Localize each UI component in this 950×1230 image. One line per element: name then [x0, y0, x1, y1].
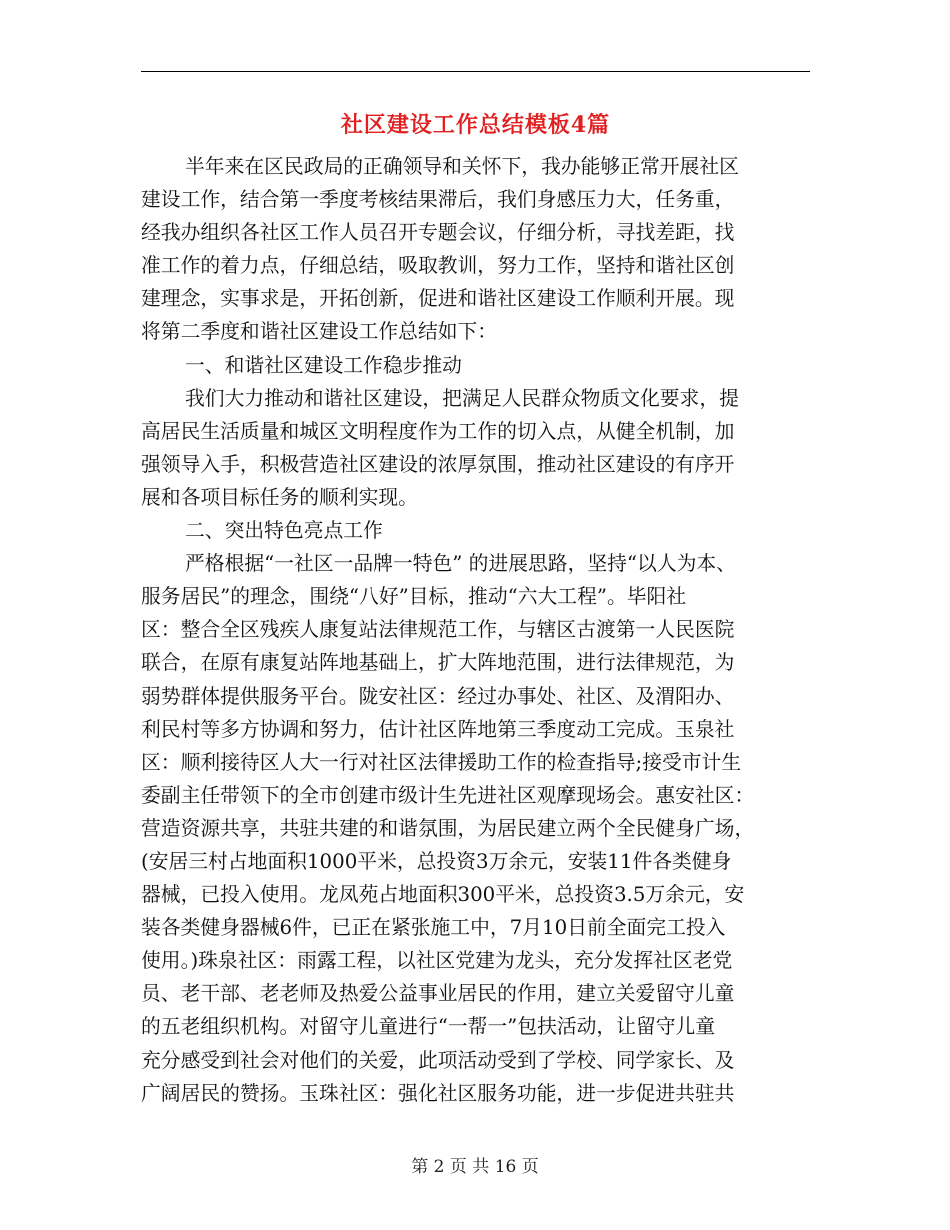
document-title: 社区建设工作总结模板4篇: [340, 112, 611, 138]
text-line: 弱势群体提供服务平台。陇安社区：经过办事处、社区、及渭阳办、: [141, 684, 735, 708]
text-line: 联合，在原有康复站阵地基础上，扩大阵地范围，进行法律规范，为: [141, 651, 735, 675]
text-line: 充分感受到社会对他们的关爱，此项活动受到了学校、同学家长、及: [141, 1048, 735, 1072]
text-line: 经我办组织各社区工作人员召开专题会议，仔细分析，寻找差距，找: [141, 221, 735, 245]
page-number: 第 2 页 共 16 页: [411, 1157, 539, 1177]
text-line: 的五老组织机构。对留守儿童进行“一帮一”包扶活动，让留守儿童: [141, 1015, 716, 1039]
text-line: 器械，已投入使用。龙凤苑占地面积300平米，总投资3.5万余元，安: [141, 883, 745, 907]
header-rule: [141, 71, 810, 72]
text-line: 装各类健身器械6件，已正在紧张施工中，7月10日前全面完工投入: [141, 916, 726, 940]
text-line: 严格根据“一社区一品牌一特色” 的进展思路，坚持“以人为本、: [185, 552, 736, 576]
text-line: 营造资源共享，共驻共建的和谐氛围，为居民建立两个全民健身广场，: [141, 816, 755, 840]
document-body: [141, 150, 810, 1110]
text-line: 服务居民”的理念，围绕“八好”目标，推动“六大工程”。毕阳社: [141, 585, 687, 609]
text-line: 将第二季度和谐社区建设工作总结如下：: [141, 320, 498, 344]
text-line: 使用。)珠泉社区：雨露工程，以社区党建为龙头，充分发挥社区老党: [141, 949, 733, 973]
text-line: 半年来在区民政局的正确领导和关怀下，我办能够正常开展社区: [185, 155, 739, 178]
text-line: 广阔居民的赞扬。玉珠社区：强化社区服务功能，进一步促进共驻共: [141, 1081, 735, 1105]
text-line: (安居三村占地面积1000平米，总投资3万余元，安装11件各类健身: [141, 849, 732, 873]
text-line: 准工作的着力点，仔细总结，吸取教训，努力工作，坚持和谐社区创: [141, 254, 735, 278]
text-line: 区：顺利接待区人大一行对社区法律援助工作的检查指导;接受市计生: [141, 750, 742, 774]
section-heading: 二、突出特色亮点工作: [185, 519, 383, 543]
text-line: 区：整合全区残疾人康复站法律规范工作，与辖区古渡第一人民医院: [141, 618, 735, 642]
text-line: 委副主任带领下的全市创建市级计生先进社区观摩现场会。惠安社区：: [141, 783, 755, 807]
text-line: 展和各项目标任务的顺利实现。: [141, 485, 418, 509]
text-line: 高居民生活质量和城区文明程度作为工作的切入点，从健全机制，加: [141, 419, 735, 443]
text-line: 强领导入手，积极营造社区建设的浓厚氛围，推动社区建设的有序开: [141, 452, 735, 476]
text-line: 建理念，实事求是，开拓创新，促进和谐社区建设工作顺利开展。现: [141, 287, 735, 311]
text-line: 建设工作，结合第一季度考核结果滞后，我们身感压力大，任务重，: [141, 188, 735, 212]
section-heading: 一、和谐社区建设工作稳步推动: [185, 353, 462, 377]
text-line: 利民村等多方协调和努力，估计社区阵地第三季度动工完成。玉泉社: [141, 717, 735, 741]
text-line: 我们大力推动和谐社区建设，把满足人民群众物质文化要求，提: [185, 386, 739, 410]
text-line: 员、老干部、老老师及热爱公益事业居民的作用，建立关爱留守儿童: [141, 982, 735, 1006]
